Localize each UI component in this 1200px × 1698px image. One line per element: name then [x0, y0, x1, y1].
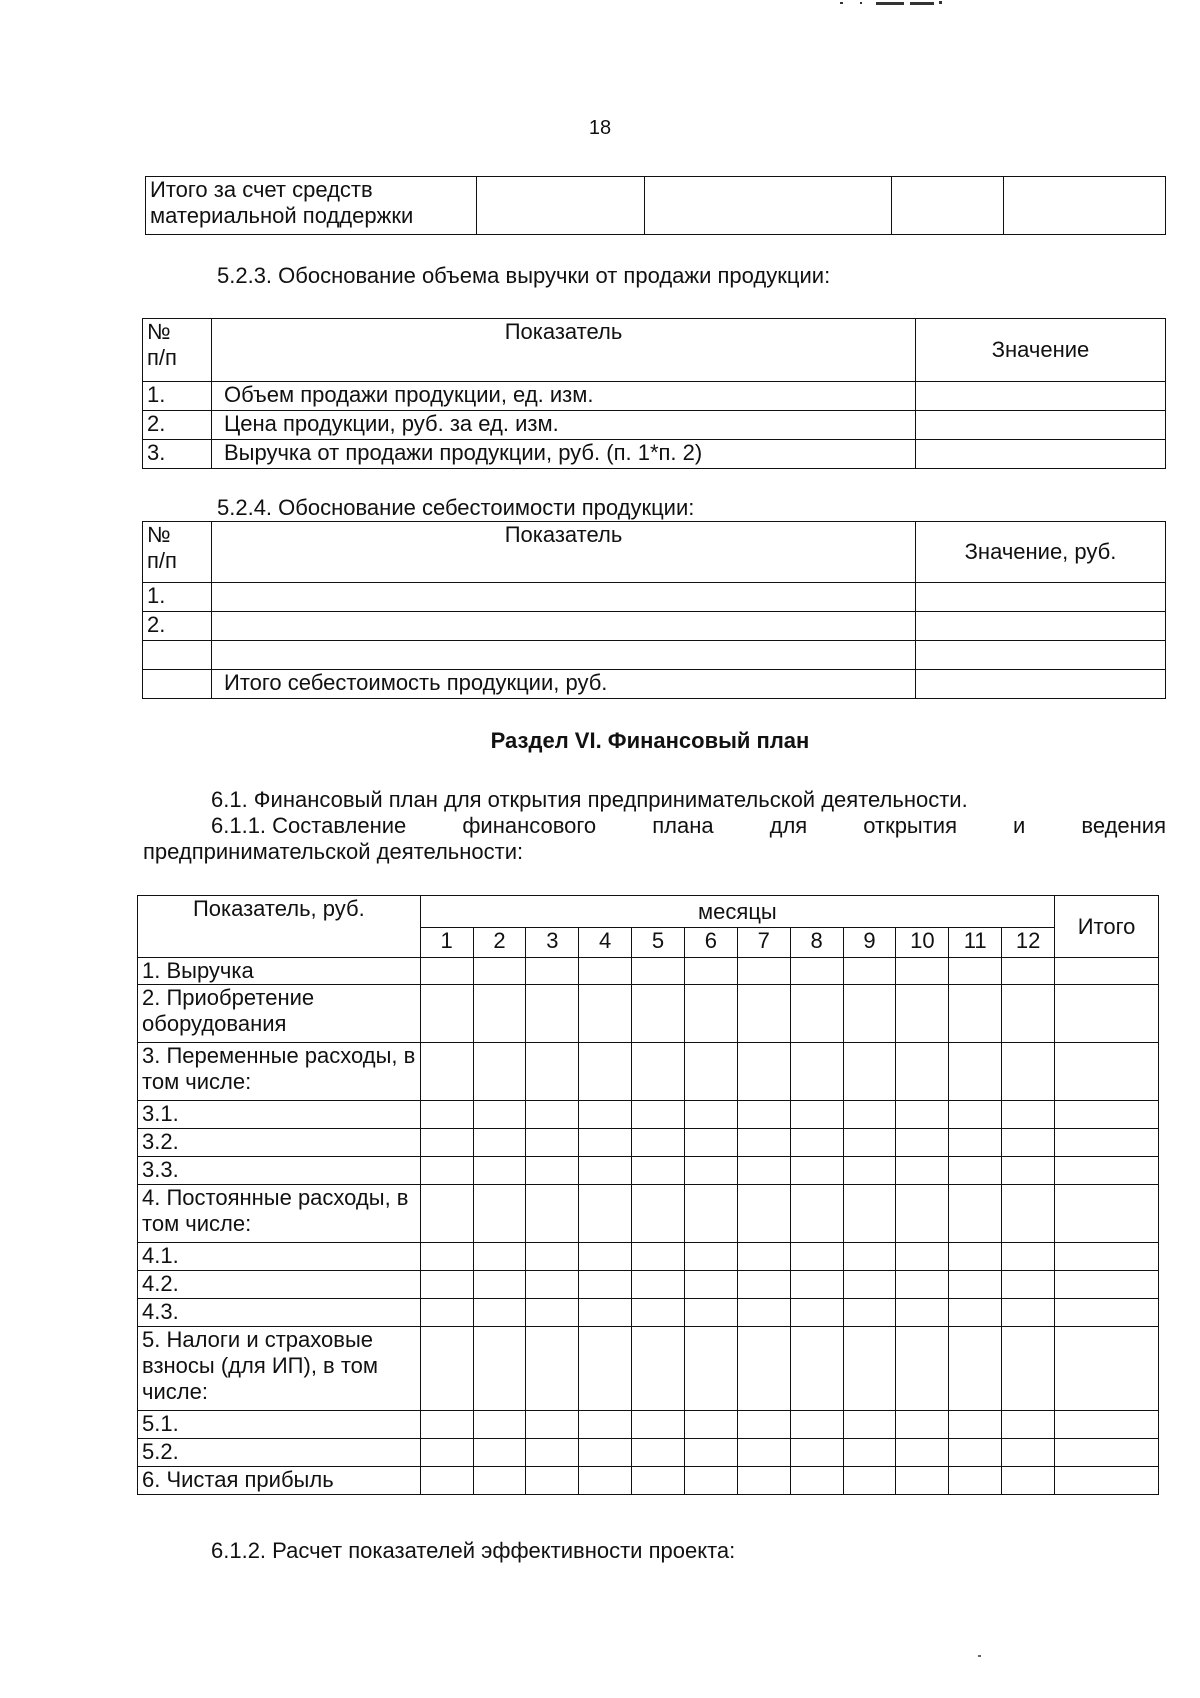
- month-cell: [420, 1243, 473, 1271]
- section-6-title: Раздел VI. Финансовый план: [490, 728, 810, 753]
- month-cell: [579, 1467, 632, 1495]
- month-cell: [737, 1411, 790, 1439]
- month-cell: [526, 985, 579, 1043]
- month-cell: [579, 1185, 632, 1243]
- month-cell: [896, 1243, 949, 1271]
- month-cell: [1002, 985, 1055, 1043]
- table-row: [138, 1411, 1159, 1439]
- month-cell: [632, 1467, 685, 1495]
- month-cell: [737, 1157, 790, 1185]
- month-cell: [843, 1101, 896, 1129]
- month-cell: [473, 958, 526, 985]
- scan-artifact-dot: [978, 1655, 981, 1657]
- word: плана: [652, 813, 714, 838]
- row-indicator: Цена продукции, руб. за ед. изм.: [212, 411, 916, 440]
- month-cell: [737, 1467, 790, 1495]
- month-cell: [1002, 1043, 1055, 1101]
- month-cell: [843, 985, 896, 1043]
- month-cell: [949, 1101, 1002, 1129]
- month-cell: [579, 1411, 632, 1439]
- row-num: [143, 670, 212, 699]
- month-cell: [473, 1129, 526, 1157]
- month-cell: [526, 1411, 579, 1439]
- total-cell: [1055, 1157, 1159, 1185]
- section-612-heading: 6.1.2. Расчет показателей эффективности проекта:: [211, 1538, 736, 1563]
- month-header-7: 7: [737, 928, 790, 958]
- month-cell: [949, 958, 1002, 985]
- scan-artifact-mark: [840, 0, 960, 6]
- header-num-line1: №: [147, 319, 171, 344]
- month-cell: [420, 1157, 473, 1185]
- row-label: 3.1.: [138, 1101, 421, 1129]
- month-cell: [684, 1185, 737, 1243]
- month-cell: [526, 1467, 579, 1495]
- month-cell: [737, 1327, 790, 1411]
- word: 6.1.1. Составление: [211, 813, 407, 838]
- month-header-10: 10: [896, 928, 949, 958]
- month-cell: [632, 1157, 685, 1185]
- month-cell: [737, 1299, 790, 1327]
- month-cell: [526, 1243, 579, 1271]
- month-cell: [896, 1411, 949, 1439]
- word: ведения: [1081, 813, 1166, 838]
- month-cell: [473, 1467, 526, 1495]
- month-cell: [737, 1271, 790, 1299]
- month-cell: [737, 1043, 790, 1101]
- month-header-12: 12: [1002, 928, 1055, 958]
- month-cell: [420, 1185, 473, 1243]
- total-cell: [1055, 1327, 1159, 1411]
- month-header-1: 1: [420, 928, 473, 958]
- month-cell: [684, 1327, 737, 1411]
- material-total-label-line2: материальной поддержки: [150, 203, 414, 228]
- month-cell: [684, 1439, 737, 1467]
- month-cell: [632, 1411, 685, 1439]
- month-cell: [1002, 1467, 1055, 1495]
- row-indicator: [212, 612, 916, 641]
- row-num: 1.: [143, 382, 212, 411]
- month-cell: [526, 1043, 579, 1101]
- month-cell: [896, 1439, 949, 1467]
- month-cell: [526, 1185, 579, 1243]
- month-cell: [684, 1243, 737, 1271]
- month-cell: [526, 958, 579, 985]
- month-cell: [473, 1439, 526, 1467]
- month-cell: [896, 1157, 949, 1185]
- month-cell: [473, 1185, 526, 1243]
- month-header-11: 11: [949, 928, 1002, 958]
- table-row: [138, 1271, 1159, 1299]
- header-indicator: Показатель, руб.: [138, 896, 421, 958]
- month-cell: [684, 1157, 737, 1185]
- header-total: Итого: [1055, 896, 1159, 958]
- month-cell: [632, 1299, 685, 1327]
- month-cell: [579, 1129, 632, 1157]
- table-row: [138, 1185, 1159, 1243]
- month-cell: [790, 1157, 843, 1185]
- month-cell: [896, 1101, 949, 1129]
- month-cell: [420, 1411, 473, 1439]
- word: и: [1013, 813, 1026, 838]
- month-cell: [790, 1271, 843, 1299]
- row-indicator: [212, 583, 916, 612]
- month-cell: [526, 1299, 579, 1327]
- month-cell: [790, 985, 843, 1043]
- header-months: месяцы: [420, 896, 1054, 928]
- cost-justification-table: [142, 521, 1166, 699]
- month-cell: [684, 1129, 737, 1157]
- material-total-label-line1: Итого за счет средств: [150, 177, 373, 202]
- month-cell: [790, 1411, 843, 1439]
- month-cell: [790, 1467, 843, 1495]
- month-cell: [896, 1271, 949, 1299]
- row-label: 5.1.: [138, 1411, 421, 1439]
- table-row: [138, 1043, 1159, 1101]
- month-cell: [684, 1411, 737, 1439]
- month-cell: [579, 1157, 632, 1185]
- month-cell: [949, 1327, 1002, 1411]
- month-cell: [684, 1299, 737, 1327]
- month-cell: [790, 1101, 843, 1129]
- row-value: [916, 382, 1166, 411]
- month-header-6: 6: [684, 928, 737, 958]
- row-label: 4.2.: [138, 1271, 421, 1299]
- table-row: [138, 1439, 1159, 1467]
- total-cell: [1055, 1439, 1159, 1467]
- month-cell: [526, 1439, 579, 1467]
- month-cell: [949, 1243, 1002, 1271]
- month-cell: [949, 1185, 1002, 1243]
- month-cell: [843, 1299, 896, 1327]
- table-row: [138, 1129, 1159, 1157]
- month-cell: [420, 1467, 473, 1495]
- table-row: [138, 985, 1159, 1043]
- month-cell: [526, 1157, 579, 1185]
- revenue-justification-table: [142, 318, 1166, 469]
- row-value: [916, 612, 1166, 641]
- month-cell: [579, 1327, 632, 1411]
- section-523-heading: 5.2.3. Обоснование объема выручки от продажи продукции:: [217, 263, 831, 288]
- row-num: 2.: [143, 612, 212, 641]
- month-cell: [473, 1157, 526, 1185]
- month-cell: [420, 1271, 473, 1299]
- month-cell: [949, 1129, 1002, 1157]
- header-num-line1: №: [147, 522, 171, 547]
- row-num: 3.: [143, 440, 212, 469]
- month-cell: [843, 1327, 896, 1411]
- month-cell: [949, 1411, 1002, 1439]
- total-cell: [1055, 1185, 1159, 1243]
- month-cell: [843, 1043, 896, 1101]
- month-cell: [790, 1185, 843, 1243]
- month-cell: [949, 1157, 1002, 1185]
- table-row: [138, 1467, 1159, 1495]
- table-row: [138, 1299, 1159, 1327]
- month-cell: [632, 1439, 685, 1467]
- header-num-line2: п/п: [147, 548, 177, 573]
- row-label: 5.2.: [138, 1439, 421, 1467]
- total-cell: [1055, 958, 1159, 985]
- month-cell: [737, 1243, 790, 1271]
- row-value: [916, 583, 1166, 612]
- page-number: 18: [588, 117, 612, 139]
- month-cell: [473, 1101, 526, 1129]
- total-cell: [1055, 1043, 1159, 1101]
- month-cell: [896, 958, 949, 985]
- row-label: 3.3.: [138, 1157, 421, 1185]
- month-cell: [579, 1299, 632, 1327]
- month-cell: [579, 1271, 632, 1299]
- month-cell: [896, 1185, 949, 1243]
- month-cell: [1002, 1101, 1055, 1129]
- month-cell: [632, 1101, 685, 1129]
- month-header-4: 4: [579, 928, 632, 958]
- row-indicator: Итого себестоимость продукции, руб.: [212, 670, 916, 699]
- month-cell: [579, 985, 632, 1043]
- row-label: 1. Выручка: [138, 958, 421, 985]
- month-cell: [843, 958, 896, 985]
- table-cell: [645, 177, 892, 235]
- header-num: [143, 319, 212, 382]
- row-indicator: [212, 641, 916, 670]
- row-label: 6. Чистая прибыль: [138, 1467, 421, 1495]
- row-label: 4.3.: [138, 1299, 421, 1327]
- month-cell: [737, 1185, 790, 1243]
- month-cell: [843, 1157, 896, 1185]
- row-value: [916, 670, 1166, 699]
- row-label: 2. Приобретение оборудования: [138, 985, 421, 1043]
- row-num: [143, 641, 212, 670]
- month-cell: [949, 1299, 1002, 1327]
- month-cell: [843, 1411, 896, 1439]
- month-cell: [420, 1439, 473, 1467]
- month-cell: [790, 1439, 843, 1467]
- month-cell: [473, 985, 526, 1043]
- month-cell: [737, 1101, 790, 1129]
- table-row: [138, 1327, 1159, 1411]
- month-header-9: 9: [843, 928, 896, 958]
- table-cell: [1004, 177, 1166, 235]
- month-cell: [949, 1271, 1002, 1299]
- total-cell: [1055, 1101, 1159, 1129]
- month-cell: [737, 1439, 790, 1467]
- month-cell: [949, 1043, 1002, 1101]
- table-row: [138, 1157, 1159, 1185]
- section-611-paragraph-line2: предпринимательской деятельности:: [143, 839, 524, 864]
- month-cell: [737, 985, 790, 1043]
- month-cell: [684, 1043, 737, 1101]
- month-cell: [790, 958, 843, 985]
- month-cell: [526, 1271, 579, 1299]
- material-support-table: [145, 176, 1166, 235]
- month-cell: [896, 1129, 949, 1157]
- month-cell: [632, 1243, 685, 1271]
- month-cell: [896, 1043, 949, 1101]
- row-indicator: Объем продажи продукции, ед. изм.: [212, 382, 916, 411]
- row-indicator: Выручка от продажи продукции, руб. (п. 1*п. 2): [212, 440, 916, 469]
- total-cell: [1055, 1467, 1159, 1495]
- month-cell: [949, 1439, 1002, 1467]
- month-cell: [632, 1043, 685, 1101]
- month-cell: [790, 1129, 843, 1157]
- month-cell: [843, 1467, 896, 1495]
- month-cell: [1002, 1129, 1055, 1157]
- month-cell: [632, 1327, 685, 1411]
- row-label: 5. Налоги и страховые взносы (для ИП), в том числе:: [138, 1327, 421, 1411]
- section-61-paragraph: 6.1. Финансовый план для открытия предпринимательской деятельности.: [211, 787, 968, 812]
- month-cell: [896, 1299, 949, 1327]
- month-cell: [843, 1185, 896, 1243]
- month-cell: [896, 1467, 949, 1495]
- section-524-heading: 5.2.4. Обоснование себестоимости продукции:: [217, 495, 695, 520]
- row-value: [916, 641, 1166, 670]
- total-cell: [1055, 1129, 1159, 1157]
- month-cell: [579, 1043, 632, 1101]
- month-cell: [1002, 1327, 1055, 1411]
- month-cell: [684, 985, 737, 1043]
- total-cell: [1055, 1271, 1159, 1299]
- month-cell: [790, 1327, 843, 1411]
- month-cell: [737, 958, 790, 985]
- month-cell: [579, 1439, 632, 1467]
- row-label: 4. Постоянные расходы, в том числе:: [138, 1185, 421, 1243]
- month-cell: [1002, 1439, 1055, 1467]
- month-cell: [420, 1327, 473, 1411]
- month-cell: [790, 1043, 843, 1101]
- month-cell: [473, 1411, 526, 1439]
- month-cell: [1002, 1411, 1055, 1439]
- month-cell: [526, 1101, 579, 1129]
- month-cell: [579, 958, 632, 985]
- month-cell: [473, 1327, 526, 1411]
- table-cell: [477, 177, 645, 235]
- month-cell: [843, 1129, 896, 1157]
- month-cell: [843, 1439, 896, 1467]
- month-cell: [843, 1271, 896, 1299]
- month-cell: [579, 1101, 632, 1129]
- month-header-3: 3: [526, 928, 579, 958]
- header-num-line2: п/п: [147, 345, 177, 370]
- month-cell: [737, 1129, 790, 1157]
- month-cell: [579, 1243, 632, 1271]
- row-num: 2.: [143, 411, 212, 440]
- month-cell: [632, 1129, 685, 1157]
- table-cell: [892, 177, 1004, 235]
- month-cell: [790, 1299, 843, 1327]
- row-label: 4.1.: [138, 1243, 421, 1271]
- row-label: 3. Переменные расходы, в том числе:: [138, 1043, 421, 1101]
- month-cell: [632, 1271, 685, 1299]
- month-cell: [684, 1101, 737, 1129]
- word: открытия: [863, 813, 958, 838]
- month-cell: [1002, 1271, 1055, 1299]
- month-cell: [473, 1043, 526, 1101]
- month-cell: [420, 985, 473, 1043]
- header-indicator: Показатель: [212, 319, 916, 382]
- header-value: Значение, руб.: [916, 522, 1166, 583]
- word: для: [769, 813, 808, 838]
- table-row: [138, 1101, 1159, 1129]
- month-cell: [473, 1271, 526, 1299]
- row-value: [916, 411, 1166, 440]
- month-cell: [1002, 1185, 1055, 1243]
- total-cell: [1055, 985, 1159, 1043]
- section-611-paragraph-line1: [211, 813, 1166, 839]
- month-cell: [420, 1101, 473, 1129]
- header-value: Значение: [916, 319, 1166, 382]
- month-cell: [684, 958, 737, 985]
- month-cell: [1002, 1243, 1055, 1271]
- month-cell: [1002, 1299, 1055, 1327]
- financial-plan-table: [137, 895, 1159, 1495]
- month-cell: [896, 985, 949, 1043]
- month-cell: [632, 958, 685, 985]
- total-cell: [1055, 1299, 1159, 1327]
- month-cell: [473, 1243, 526, 1271]
- month-cell: [473, 1299, 526, 1327]
- table-row: [138, 958, 1159, 985]
- month-cell: [526, 1129, 579, 1157]
- month-header-8: 8: [790, 928, 843, 958]
- month-cell: [420, 1299, 473, 1327]
- month-cell: [632, 985, 685, 1043]
- month-cell: [420, 958, 473, 985]
- month-cell: [1002, 1157, 1055, 1185]
- month-cell: [420, 1129, 473, 1157]
- row-value: [916, 440, 1166, 469]
- month-cell: [632, 1185, 685, 1243]
- month-cell: [843, 1243, 896, 1271]
- table-row: [138, 1243, 1159, 1271]
- month-cell: [949, 1467, 1002, 1495]
- material-total-label: [146, 177, 477, 235]
- total-cell: [1055, 1411, 1159, 1439]
- month-cell: [526, 1327, 579, 1411]
- month-cell: [1002, 958, 1055, 985]
- word: финансового: [462, 813, 597, 838]
- month-cell: [790, 1243, 843, 1271]
- header-indicator: Показатель: [212, 522, 916, 583]
- month-cell: [896, 1327, 949, 1411]
- month-header-2: 2: [473, 928, 526, 958]
- row-num: 1.: [143, 583, 212, 612]
- month-cell: [684, 1467, 737, 1495]
- month-cell: [949, 985, 1002, 1043]
- month-header-5: 5: [632, 928, 685, 958]
- total-cell: [1055, 1243, 1159, 1271]
- month-cell: [420, 1043, 473, 1101]
- row-label: 3.2.: [138, 1129, 421, 1157]
- header-num: [143, 522, 212, 583]
- month-cell: [684, 1271, 737, 1299]
